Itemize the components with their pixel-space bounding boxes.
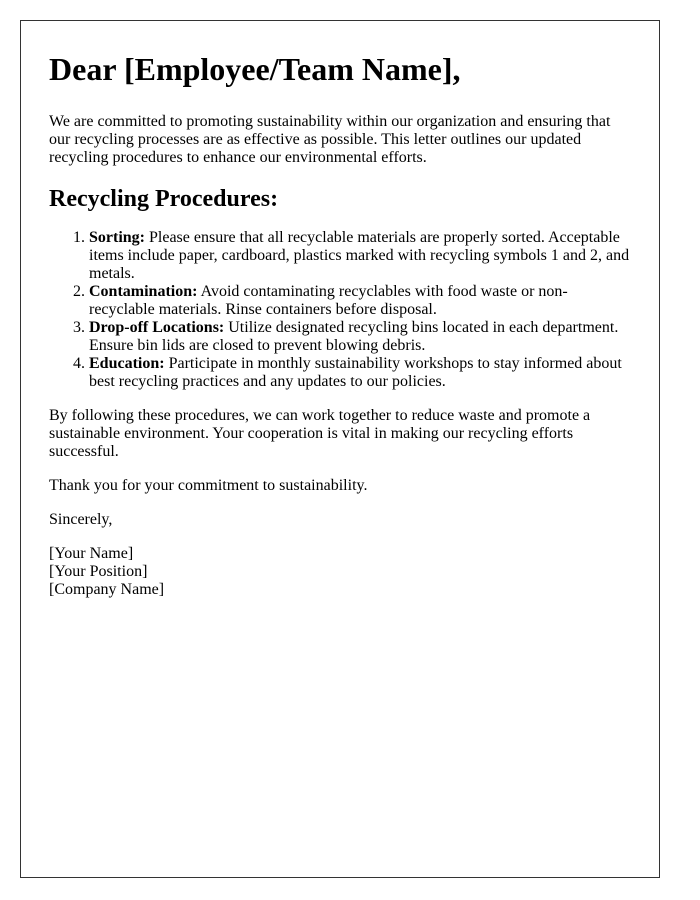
signature-company: [Company Name]	[49, 581, 165, 598]
procedure-title: Contamination:	[89, 283, 198, 300]
procedure-text: Please ensure that all recyclable materials are properly sorted. Acceptable items include paper, cardboard, plastics marked with recycling symbols 1 and 2, and metals.	[89, 229, 630, 282]
procedures-list	[49, 229, 631, 391]
procedure-text: Participate in monthly sustainability workshops to stay informed about best recycling practices and any updates to our policies.	[89, 355, 622, 390]
procedure-text: Utilize designated recycling bins located in each department. Ensure bin lids are closed to prevent blowing debris.	[89, 319, 619, 354]
procedure-title: Drop-off Locations:	[89, 319, 225, 336]
procedure-text: Avoid contaminating recyclables with food waste or non-recyclable materials. Rinse containers before disposal.	[89, 283, 568, 318]
procedure-item-sorting	[89, 229, 631, 283]
thanks-line: Thank you for your commitment to sustainability.	[49, 477, 368, 494]
sign-off: Sincerely,	[49, 511, 113, 528]
salutation-heading: Dear [Employee/Team Name],	[49, 51, 461, 87]
procedure-item-education	[89, 355, 631, 391]
signature-block	[49, 545, 631, 599]
closing-paragraph: By following these procedures, we can work together to reduce waste and promote a sustainable environment. Your cooperation is vital in making our recycling efforts successful.	[49, 407, 591, 460]
procedure-title: Sorting:	[89, 229, 145, 246]
section-heading: Recycling Procedures:	[49, 186, 279, 212]
procedure-item-drop-off	[89, 319, 631, 355]
intro-paragraph: We are committed to promoting sustainability within our organization and ensuring that our recycling processes are as effective as possible. This letter outlines our updated recycling procedures to enhance our environmental efforts.	[49, 113, 611, 166]
procedure-item-contamination	[89, 283, 631, 319]
procedure-title: Education:	[89, 355, 165, 372]
signature-position: [Your Position]	[49, 563, 148, 580]
signature-name: [Your Name]	[49, 545, 134, 562]
letter-page	[20, 20, 660, 878]
